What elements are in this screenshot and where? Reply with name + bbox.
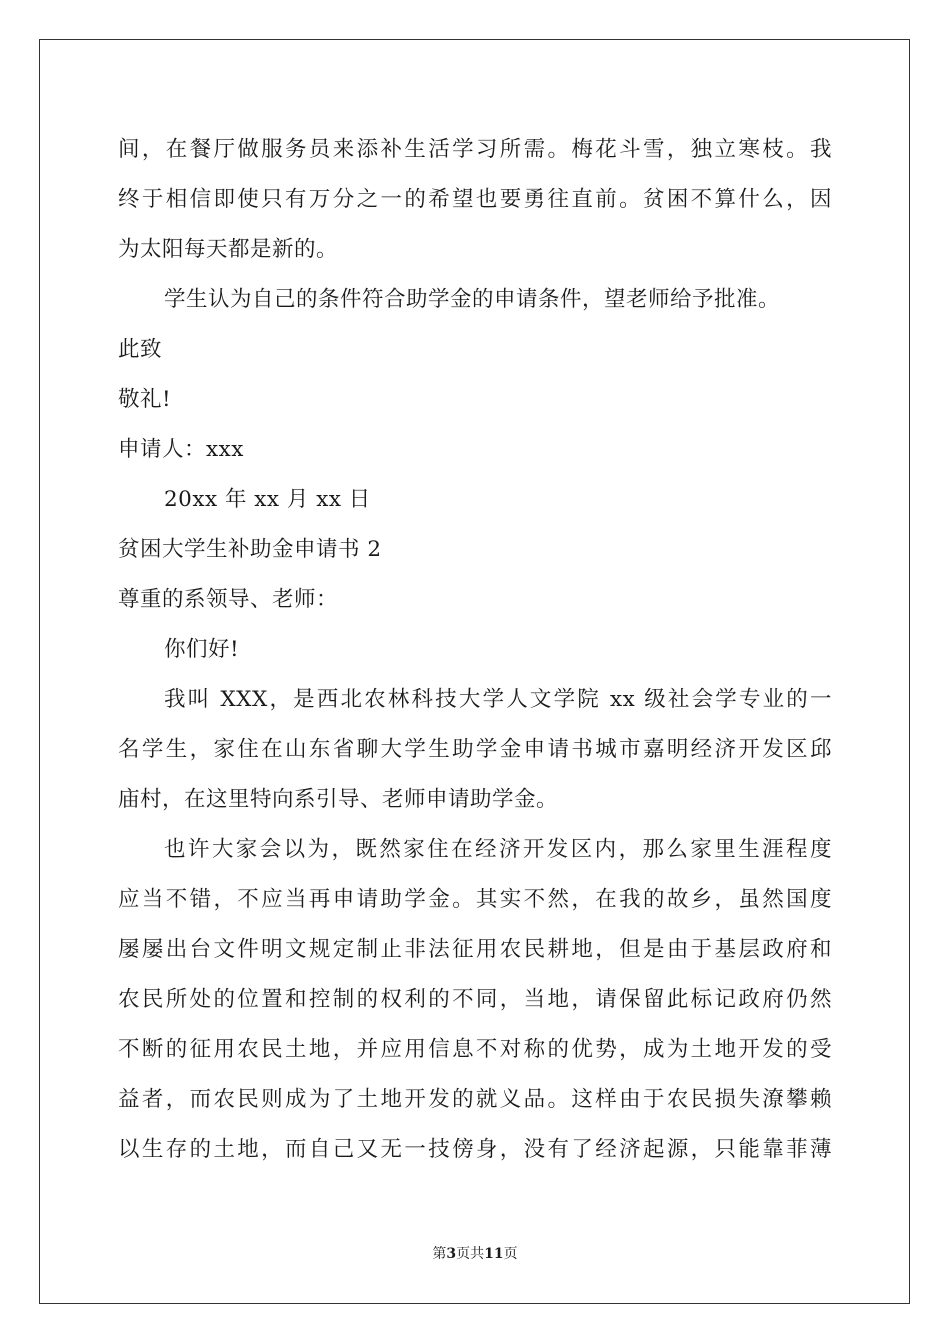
- text-line-12: 我叫 XXX，是西北农林科技大学人文学院 xx 级社会学专业的一: [164, 687, 832, 712]
- text-line-18: 农民所处的位置和控制的权利的不同，当地，请保留此标记政府仍然: [118, 987, 832, 1012]
- text-line-19: 不断的征用农民土地，并应用信息不对称的优势，成为土地开发的受: [118, 1037, 832, 1062]
- page-number: 3: [446, 1246, 457, 1262]
- text-line-20: 益者，而农民则成为了土地开发的就义品。这样由于农民损失潦攀赖: [118, 1087, 832, 1112]
- text-line-6: 敬礼!: [118, 387, 172, 412]
- text-line-16: 应当不错，不应当再申请助学金。其实不然，在我的故乡，虽然国度: [118, 887, 832, 912]
- text-line-3: 为太阳每天都是新的。: [118, 237, 339, 262]
- total-suffix: 页: [503, 1246, 518, 1262]
- text-line-15: 也许大家会以为，既然家住在经济开发区内，那么家里生涯程度: [164, 837, 832, 862]
- page-prefix: 第: [432, 1246, 447, 1262]
- text-line-13: 名学生，家住在山东省聊大学生助学金申请书城市嘉明经济开发区邱: [118, 737, 832, 762]
- text-line-2: 终于相信即使只有万分之一的希望也要勇往直前。贫困不算什么，因: [118, 187, 832, 212]
- text-line-5: 此致: [118, 337, 163, 362]
- text-line-21: 以生存的土地，而自己又无一技傍身，没有了经济起源，只能靠菲薄: [118, 1137, 832, 1162]
- text-line-8: 20xx 年 xx 月 xx 日: [164, 487, 371, 512]
- total-pages: 11: [484, 1246, 504, 1262]
- page-footer: [0, 1244, 950, 1264]
- text-line-10: 尊重的系领导、老师：: [118, 587, 339, 612]
- text-line-11: 你们好!: [164, 637, 240, 662]
- total-prefix: 共: [470, 1246, 485, 1262]
- text-line-9: 贫困大学生补助金申请书 2: [118, 537, 382, 562]
- page-suffix: 页: [456, 1246, 471, 1262]
- text-line-4: 学生认为自己的条件符合助学金的申请条件，望老师给予批准。: [164, 287, 781, 312]
- text-line-7: 申请人：xxx: [118, 437, 244, 462]
- text-line-14: 庙村，在这里特向系引导、老师申请助学金。: [118, 787, 559, 812]
- text-line-1: 间，在餐厅做服务员来添补生活学习所需。梅花斗雪，独立寒枝。我: [118, 137, 832, 162]
- text-line-17: 屡屡出台文件明文规定制止非法征用农民耕地，但是由于基层政府和: [118, 937, 832, 962]
